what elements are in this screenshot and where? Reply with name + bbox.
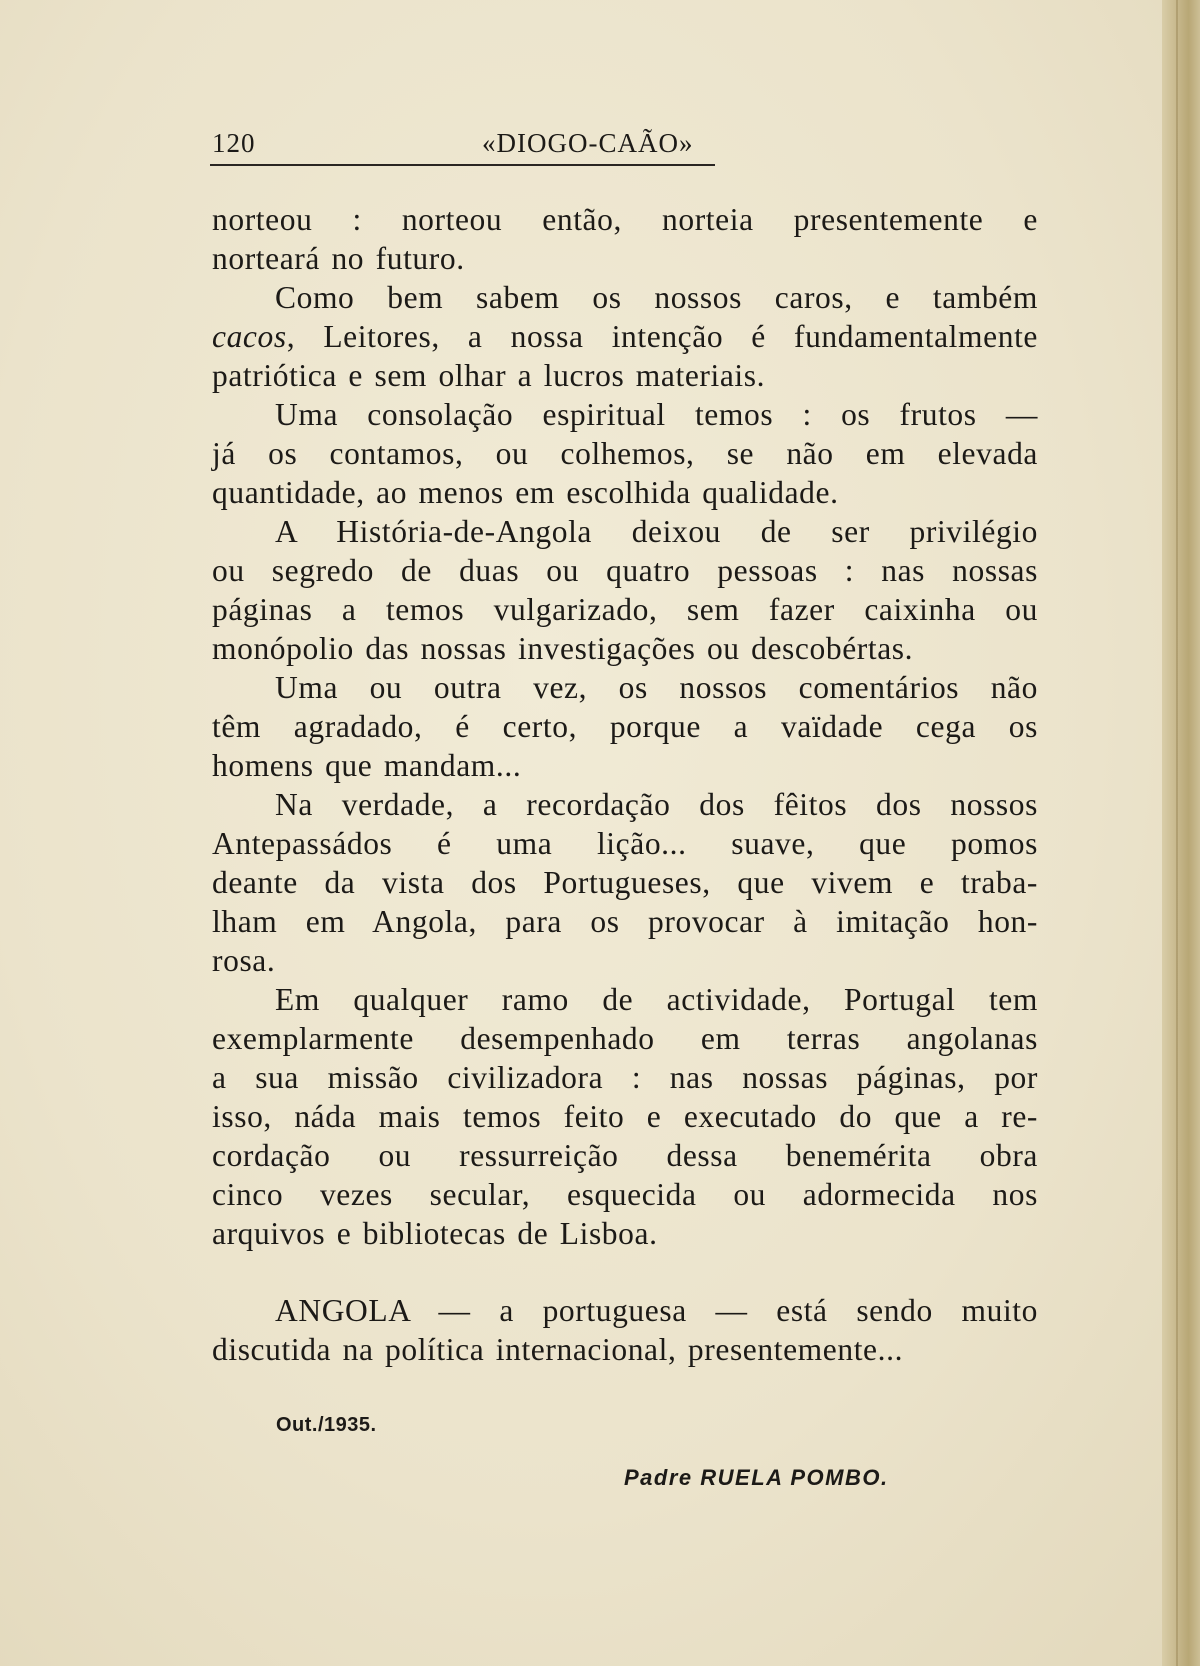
text-line: homens que mandam... bbox=[212, 748, 522, 783]
text-line: Na verdade, a recordação dos fêitos dos nossos bbox=[275, 787, 1038, 822]
journal-title: «DIOGO-CAÃO» bbox=[482, 128, 694, 158]
text-line: a sua missão civilizadora : nas nossas páginas, por bbox=[212, 1060, 1038, 1095]
article-date: Out./1935. bbox=[276, 1414, 377, 1436]
article-body bbox=[212, 200, 1038, 1369]
page-binding-edge bbox=[1162, 0, 1200, 1666]
running-head bbox=[210, 128, 715, 166]
text-line: têm agradado, é certo, porque a vaïdade cega os bbox=[212, 709, 1038, 744]
binding-fold-line bbox=[1176, 0, 1178, 1666]
italic-word: cacos bbox=[212, 319, 287, 354]
text-line bbox=[212, 317, 1038, 356]
text-line: Em qualquer ramo de actividade, Portugal tem bbox=[275, 982, 1038, 1017]
text-line: Uma consolação espiritual temos : os frutos — bbox=[275, 397, 1038, 432]
text-line: Como bem sabem os nossos caros, e também bbox=[275, 280, 1038, 315]
text-line: páginas a temos vulgarizado, sem fazer caixinha ou bbox=[212, 592, 1038, 627]
author-signature: Padre RUELA POMBO. bbox=[624, 1465, 889, 1490]
text-line: lham em Angola, para os provocar à imitação hon- bbox=[212, 904, 1038, 939]
text-line: deante da vista dos Portugueses, que vivem e traba- bbox=[212, 865, 1038, 900]
text-line: discutida na política internacional, presentemente... bbox=[212, 1332, 904, 1367]
text-line: exemplarmente desempenhado em terras angolanas bbox=[212, 1021, 1038, 1056]
text-line: monópolio das nossas investigações ou descobértas. bbox=[212, 631, 914, 666]
text-line: ou segredo de duas ou quatro pessoas : nas nossas bbox=[212, 553, 1038, 588]
text-line: Uma ou outra vez, os nossos comentários não bbox=[275, 670, 1038, 705]
text-line: cinco vezes secular, esquecida ou adormecida nos bbox=[212, 1177, 1038, 1212]
text-line: já os contamos, ou colhemos, se não em elevada bbox=[212, 436, 1038, 471]
text-fragment: , Leitores, a nossa intenção é fundamentalmente bbox=[286, 319, 1038, 354]
text-line: patriótica e sem olhar a lucros materiais. bbox=[212, 358, 766, 393]
text-line: isso, náda mais temos feito e executado do que a re- bbox=[212, 1099, 1038, 1134]
text-line: norteou : norteou então, norteia presentemente e bbox=[212, 202, 1038, 237]
text-line: rosa. bbox=[212, 943, 276, 978]
text-line: quantidade, ao menos em escolhida qualidade. bbox=[212, 475, 839, 510]
text-line: ANGOLA — a portuguesa — está sendo muito bbox=[275, 1293, 1038, 1328]
text-line: cordação ou ressurreição dessa benemérita obra bbox=[212, 1138, 1038, 1173]
text-line: arquivos e bibliotecas de Lisboa. bbox=[212, 1216, 658, 1251]
text-line: norteará no futuro. bbox=[212, 241, 465, 276]
paragraph-gap bbox=[212, 1253, 1038, 1291]
page-number: 120 bbox=[212, 128, 256, 158]
text-line: A História-de-Angola deixou de ser privilégio bbox=[275, 514, 1038, 549]
text-line: Antepassádos é uma lição... suave, que pomos bbox=[212, 826, 1038, 861]
